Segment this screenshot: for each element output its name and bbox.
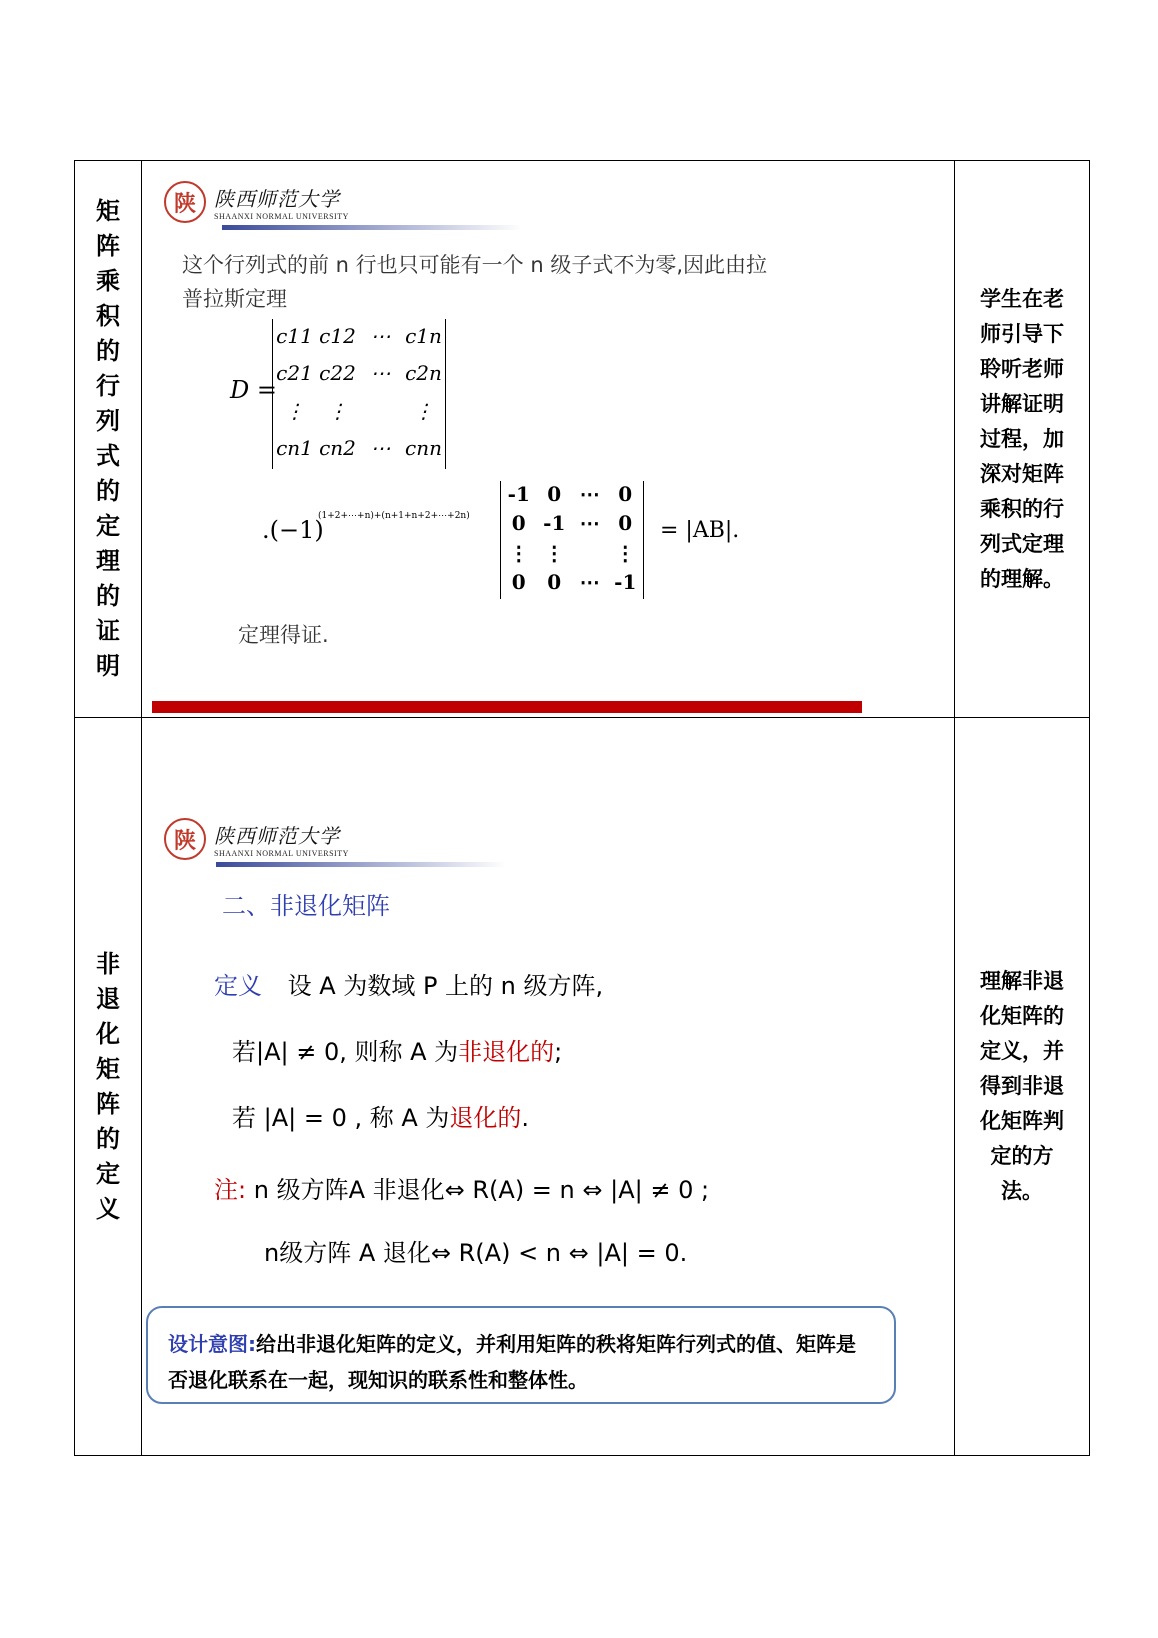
logo-en: SHAANXI NORMAL UNIVERSITY bbox=[214, 212, 349, 221]
det-entry: -1 bbox=[543, 511, 566, 536]
definition-text: 设 A 为数域 P 上的 n 级方阵, bbox=[287, 972, 604, 1001]
content-cell bbox=[142, 161, 955, 718]
note-cell bbox=[955, 718, 1090, 1456]
university-logo bbox=[164, 818, 349, 860]
det-entry: ⋯ bbox=[370, 361, 391, 386]
document-table bbox=[74, 160, 1090, 1456]
title-char: 阵 bbox=[96, 232, 120, 261]
table-row bbox=[75, 718, 1090, 1456]
sign-exponent: (1+2+⋯+n)+(n+1+n+2+⋯+2n) bbox=[318, 511, 470, 521]
title-char: 列 bbox=[96, 407, 120, 436]
university-seal-icon: 陕 bbox=[164, 818, 206, 860]
det-entry bbox=[572, 541, 608, 565]
proof-text-line2: 普拉斯定理 bbox=[182, 287, 287, 311]
design-intent-label: 设计意图: bbox=[168, 1332, 256, 1357]
det-entry: c1n bbox=[405, 323, 442, 348]
logo-en: SHAANXI NORMAL UNIVERSITY bbox=[214, 849, 349, 859]
det-entry: ⋮ bbox=[544, 540, 565, 565]
title-char: 乘 bbox=[96, 267, 120, 296]
det-row bbox=[273, 399, 445, 423]
result-ab: = |AB|. bbox=[660, 518, 740, 543]
det-entry: ⋮ bbox=[615, 540, 636, 565]
note-line1: n 级方阵A 非退化⇔ R(A) = n ⇔ |A| ≠ 0 ; bbox=[253, 1176, 710, 1205]
section-heading: 二、非退化矩阵 bbox=[222, 892, 390, 921]
line2-end: ; bbox=[554, 1038, 563, 1067]
det-entry: cn1 bbox=[276, 436, 313, 461]
det-entry: 0 bbox=[511, 570, 526, 595]
title-char: 的 bbox=[96, 337, 120, 366]
sign-factor: .(−1) bbox=[262, 516, 324, 544]
proof-text-line1: 这个行列式的前 n 行也只可能有一个 n 级子式不为零,因此由拉 bbox=[182, 253, 767, 277]
student-note: 理解非退化矩阵的定义，并得到非退化矩阵判定的方法。 bbox=[980, 969, 1064, 1204]
determinant-neg-identity bbox=[500, 481, 644, 599]
title-char: 定 bbox=[96, 1159, 120, 1188]
det-entry: ⋯ bbox=[579, 511, 600, 536]
title-char: 的 bbox=[96, 582, 120, 611]
det-row bbox=[501, 570, 643, 594]
red-bottom-bar bbox=[152, 701, 862, 713]
det-row bbox=[501, 541, 643, 565]
det-entry: -1 bbox=[614, 570, 637, 595]
det-entry: cn2 bbox=[319, 436, 356, 461]
det-row bbox=[273, 436, 445, 460]
det-entry: ⋮ bbox=[327, 398, 348, 423]
det-entry: cnn bbox=[405, 436, 442, 461]
university-seal-icon: 陕 bbox=[164, 181, 206, 223]
det-entry: 0 bbox=[618, 481, 633, 506]
logo-cn: 陕西师范大学 bbox=[214, 824, 340, 849]
determinant-c bbox=[272, 319, 446, 469]
det-entry bbox=[359, 399, 402, 423]
table-row bbox=[75, 161, 1090, 718]
det-entry: 0 bbox=[547, 481, 562, 506]
title-char: 定 bbox=[96, 512, 120, 541]
det-row bbox=[501, 511, 643, 535]
logo-cn: 陕西师范大学 bbox=[214, 187, 340, 211]
university-logo bbox=[164, 181, 349, 223]
design-intent-box bbox=[146, 1306, 896, 1404]
det-entry: -1 bbox=[507, 481, 530, 506]
det-entry: ⋯ bbox=[579, 481, 600, 506]
title-char: 的 bbox=[96, 1124, 120, 1153]
row-title-proof bbox=[75, 161, 141, 717]
det-entry: c22 bbox=[319, 361, 356, 386]
title-char: 矩 bbox=[96, 1054, 120, 1083]
title-char: 证 bbox=[96, 617, 120, 646]
conclusion-text: 定理得证. bbox=[238, 623, 329, 647]
note-cell bbox=[955, 161, 1090, 718]
det-entry: c2n bbox=[405, 361, 442, 386]
det-entry: ⋯ bbox=[579, 570, 600, 595]
det-entry: ⋮ bbox=[413, 398, 434, 423]
det-entry: ⋯ bbox=[370, 323, 391, 348]
title-char: 理 bbox=[96, 547, 120, 576]
logo-underline bbox=[216, 862, 506, 867]
title-char: 的 bbox=[96, 477, 120, 506]
det-row bbox=[501, 482, 643, 506]
definition-label: 定义 bbox=[214, 972, 262, 1001]
title-char: 化 bbox=[96, 1019, 120, 1048]
det-entry: c21 bbox=[276, 361, 313, 386]
row-title-definition bbox=[75, 718, 141, 1455]
det-entry: ⋮ bbox=[508, 540, 529, 565]
det-entry: 0 bbox=[511, 511, 526, 536]
title-char: 式 bbox=[96, 442, 120, 471]
logo-underline bbox=[222, 225, 522, 230]
det-entry: 0 bbox=[547, 570, 562, 595]
det-entry: 0 bbox=[618, 511, 633, 536]
title-char: 退 bbox=[96, 984, 120, 1013]
note-label: 注: bbox=[214, 1176, 247, 1205]
title-char: 明 bbox=[96, 652, 120, 681]
title-char: 行 bbox=[96, 372, 120, 401]
det-entry: ⋮ bbox=[284, 398, 305, 423]
line3-end: . bbox=[521, 1104, 530, 1133]
student-note: 学生在老师引导下聆听老师讲解证明过程，加深对矩阵乘积的行列式定理的理解。 bbox=[980, 286, 1064, 591]
det-entry: c11 bbox=[276, 323, 313, 348]
nondegenerate-condition: 若|A| ≠ 0, 则称 A 为 bbox=[232, 1038, 459, 1067]
design-intent-text: 给出非退化矩阵的定义，并利用矩阵的秩将矩阵行列式的值、矩阵是否退化联系在一起，现知识的联系性和整体性。 bbox=[168, 1332, 856, 1393]
title-char: 矩 bbox=[96, 197, 120, 226]
det-entry: ⋯ bbox=[370, 436, 391, 461]
det-entry: c12 bbox=[319, 323, 356, 348]
title-char: 阵 bbox=[96, 1089, 120, 1118]
title-char: 义 bbox=[96, 1194, 120, 1223]
det-row bbox=[273, 361, 445, 385]
det-row bbox=[273, 324, 445, 348]
content-cell bbox=[142, 718, 955, 1456]
note-line2: n级方阵 A 退化⇔ R(A) < n ⇔ |A| = 0. bbox=[264, 1239, 688, 1268]
degenerate-condition: 若 |A| = 0 , 称 A 为 bbox=[232, 1104, 450, 1133]
nondegenerate-term: 非退化的 bbox=[458, 1038, 555, 1067]
degenerate-term: 退化的 bbox=[449, 1104, 522, 1133]
row-title-cell bbox=[75, 161, 142, 718]
title-char: 积 bbox=[96, 302, 120, 331]
title-char: 非 bbox=[96, 949, 120, 978]
det-label: D = bbox=[230, 376, 277, 404]
row-title-cell bbox=[75, 718, 142, 1456]
